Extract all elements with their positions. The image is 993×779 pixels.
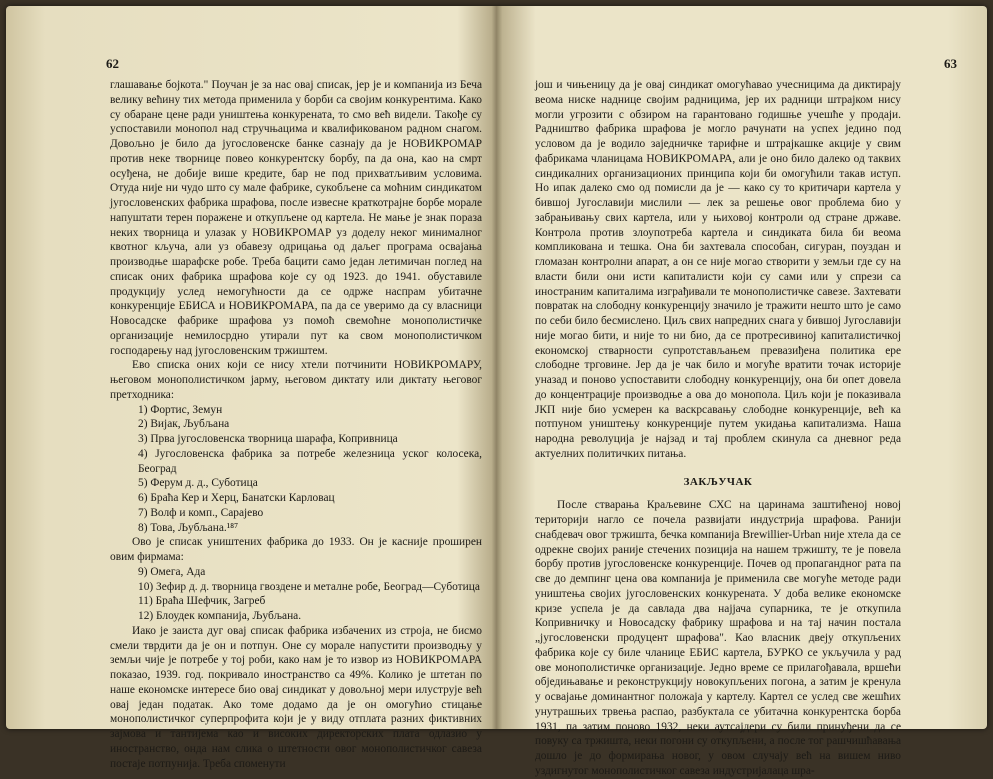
list-item: 5) Ферум д. д., Суботица xyxy=(138,477,258,490)
list-item: 12) Блоудек компанија, Љубљана. xyxy=(138,610,302,622)
list-item: 10) Зефир д. д. творница гвоздене и металне робе, Београд—Суботица xyxy=(138,580,480,593)
section-heading: ЗАКЉУЧАК xyxy=(683,475,753,488)
list-item: 7) Волф и комп., Сарајево xyxy=(138,506,264,519)
page-number-left: 62 xyxy=(106,56,119,71)
right-paragraph-1: још и чињеницу да је овај синдикат омогућавао учесницима да диктирају веома ниске наднице својим радницима, јер их радници штрајком нису могли угрозити с обзиром на гарантовано годишње учешће у продаји. Радништво фабрика шрафова је могло рачунати на успех једино под условом да је водило заједничке тарифне и штрајкашке акције у свим фабрикама чланицама НОВИКРОМАРА, али је оно било далеко од таквих синдикалних организационих принципа који би омогућили такав иступ. Но ипак далеко смо од помисли да је — како су то критичари картела у бившој Југославији мислили — лек за решење овог проблема био у забрањивању свих картела, или у њиховој контроли од стране државе. Контрола против злоупотреба картела и синдиката била би веома компликована и тешка. Она би захтевала способан, сигуран, поуздан и гломазан контролни апарат, а он се није могао створити у земљи где су на власти били они исти капиталисти који су сами или у спрези са иностраним капиталима изграђивали те монополистичке савезе. Захтевати повратак на слободну конкуренцију значило је тражити нешто што је само по себи било бесмислено. Циљ свих напредних снага у бившој Југославији није могао бити, и није то ни био, да се протресивиној капиталистичкој економској стварности супротстављањем превазиђена политика ере слободне трговине. Јер да је чак било и могуће вратити точак историје уназад и поново успоставити слободну конкуренцију, она би опет довела до концентрације производње а ова до монопола. Циљ који је показивала ЈКП није био усмерен ка васкрсавању слободне конкуренције, већ ка потпуном уништењу конкуренције путем укидања капитализма. Наша народна револуција је најзад и тај проблем скинула са дневног реда актуелних политичких питања. xyxy=(535,79,901,460)
list-item: 9) Омега, Ада xyxy=(138,565,206,578)
list-item: 8) Това, Љубљана.¹⁸⁷ xyxy=(138,521,239,534)
factory-list-1 xyxy=(110,403,482,536)
left-page-text xyxy=(110,78,482,771)
book-spread xyxy=(6,6,987,777)
list-item: 4) Југословенска фабрика за потребе железница уског колосека, Београд xyxy=(138,447,482,475)
right-page-text xyxy=(535,78,901,779)
left-page xyxy=(6,6,494,770)
list-item: 3) Прва југословенска творница шарафа, Копривница xyxy=(138,433,398,445)
factory-list-2 xyxy=(110,565,482,624)
left-paragraph-2: Ево списка оних који се нису хтели потчинити НОВИКРОМАРУ, његовом монополистичком јарму, његовом диктату или диктату његовог претходника: xyxy=(110,359,482,401)
list-item: 11) Браћа Шефчик, Загреб xyxy=(138,595,266,608)
list-item: 2) Вијак, Љубљана xyxy=(138,418,230,431)
left-paragraph-4: Иако је заиста дуг овај списак фабрика избачених из строја, не бисмо смели тврдити да је он и потпун. Оне су морале напустити производњу у земљи чије је потребе у тој роби, како нам је то извор из НОВИКРОМАРА показао, 1939. год. покривало иностранство са 49%. Колико је штетан по наше економске интересе био овај синдикат у довољној мери илуструје већ овај један податак. Ако томе додамо да је он омогућио стицање монополистичког суперпрофита који је у виду отплата разних фиктивних зајмова и тантијема као и високих директорских плата одлазио у иностранство, онда нам слика о штетности овог монополистичког савеза постаје потпунија. Треба споменути xyxy=(110,624,482,770)
list-item: 6) Браћа Кер и Херц, Банатски Карловац xyxy=(138,492,335,504)
list-item: 1) Фортис, Земун xyxy=(138,403,223,416)
right-page xyxy=(499,6,987,777)
page-number-right: 63 xyxy=(944,56,957,71)
right-paragraph-2: После стварања Краљевине СХС на царинама заштићеној новој територији нагло се почела развијати индустрија шрафова. Ранији снабдевач овог тржишта, бечка компанија Brewillier-Urban није хтела да се одрекне својих раније стечених позиција на нашем тржишту, те је повела борбу против југословенске конкуренције. Почев од пропагандног рата па све до демпинг цена ова компанија је применила све могуће методе ради уништења својих југословенских конкурената. У доба велике економске кризе успела је да савлада два најјача супарника, те је откупила Копривничку и Новосадску фабрику шрафова и на тај начин постала „југословенски продуцент шрафова". Као власник двеју откупљених фабрика које су биле чланице ЕБИС картела, БУРКО се укључила у рад ове монополистичке организације. Једно време се прилагођавала, вршећи обједињавање и реконструкцију новокупљених погона, а затим је кренула у освајање доминантног положаја у картелу. Картел се услед све жешћих унутрашњих трвења распао, разбуктала се убитачна конкурентска борба 1931, па затим поново 1932, неки аутсајдери су били принуђени да се повуку са тржишта, неки погони су откупљени, а после тог рашчишћавања дошло је до формирања новог, у овом случају већ на вишем ниво уздигнутог монополистичког савеза индустријалаца шра- xyxy=(535,499,901,777)
left-paragraph-1: глашавање бојкота." Поучан је за нас овај списак, јер је и компанија из Беча велику већину тих метода применила у борби са својим конкурентима. Како су обаране цене ради уништења конкурената, то смо већ видели. Такође су успоставили монопол над стручњацима и квалификованом радном снагом. Довољно је било да југословенске банке сазнају да је НОВИКРОМАР против неке творнице повео конкурентску борбу, па да она, као на смрт осуђена, не добије више кредите, бар не под прихватљивим условима. Отуда није ни чудо што су мале фабрике, сукобљене са моћним синдикатом југословенских фабрика шрафова, после извесне краткотрајне борбе морале напуштати терен поражене и откупљене од картела. Не мање је знак пораза неких творница и улазак у НОВИКРОМАР уз доделу неког минималног квотног кључа, али уз обавезу одрицања од даљег програма освајања производње шарафске робе. Треба бацити само један летимичан поглед на списак оних фабрика шрафова које су од 1923. до 1941. обуставиле продукцију услед немогућности да се одрже наспрам убитачне конкуренције ЕБИСА и НОВИКРОМАРА, па да се уверимо да су власници Новосадске фабрике шрафова уз помоћ свемоћне монополистичке организације немилосрдно утирали пут ка свом монополистичком господарењу над југословенским тржиштем. xyxy=(110,79,482,357)
left-paragraph-3: Ово је списак уништених фабрика до 1933. Он је касније проширен овим фирмама: xyxy=(110,536,482,563)
